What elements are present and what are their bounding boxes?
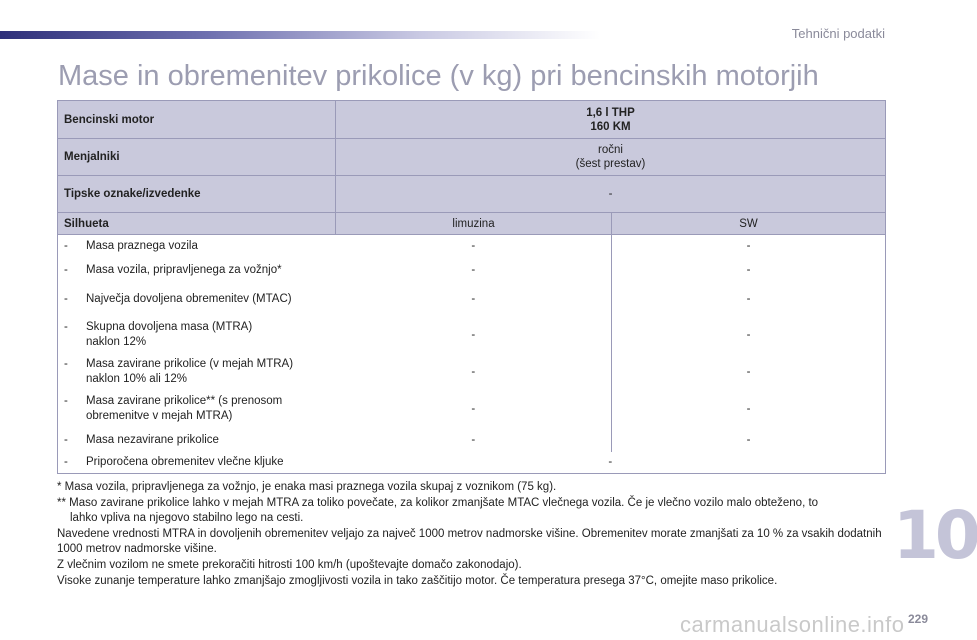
table-row: - Masa vozila, pripravljenega za vožnjo* - - [58,257,886,283]
watermark: carmanualsonline.info [680,612,905,637]
table-row: - Masa zavirane prikolice (v mejah MTRA) naklon 10% ali 12% - - [58,355,886,390]
table-row: - Masa nezavirane prikolice - - [58,428,886,452]
table-row: - Največja dovoljena obremenitev (MTAC) - - [58,283,886,315]
note-4: Z vlečnim vozilom ne smete prekoračiti hitrosti 100 km/h (upoštevajte domačo zakonodajo). [57,558,522,571]
chapter-number: 10 [893,497,977,574]
type-value: - [336,176,886,213]
note-5: Visoke zunanje temperature lahko zmanjšajo zmogljivosti vozila in tako zaščitijo motor. Če temperatura presega 37°C, omejite maso prikolice. [57,574,778,587]
engine-row [58,101,886,139]
note-1: * Masa vozila, pripravljenega za vožnjo, je enaka masi praznega vozila skupaj z voznikom (75 kg). [57,481,557,493]
table-row: - Skupna dovoljena masa (MTRA) naklon 12% - - [58,315,886,355]
note-2: ** Maso zavirane prikolice lahko v mejah MTRA za toliko povečate, za kolikor zmanjšate MTAC vlečnega vozila. Če je vlečno vozilo malo obteženo, to [57,496,819,509]
engine-line2: 160 KM [590,120,631,133]
section-title: Tehnični podatki [791,26,885,41]
header-gradient-bar [0,31,600,39]
mass-table [57,100,886,474]
table-row: - Priporočena obremenitev vlečne kljuke - [58,452,886,474]
engine-label: Bencinski motor [58,101,336,139]
engine-value [336,101,886,139]
body-row [58,213,886,235]
engine-line1: 1,6 l THP [586,106,635,119]
gearbox-row [58,139,886,176]
page-number: 229 [908,612,929,626]
page-title: Mase in obremenitev prikolice (v kg) pri bencinskih motorjih [58,60,819,92]
footnotes [57,480,887,589]
type-label: Tipske oznake/izvedenke [58,176,336,213]
gearbox-value [336,139,886,176]
table-row: - Masa praznega vozila - - [58,235,886,257]
note-3: Navedene vrednosti MTRA in dovoljenih obremenitev veljajo za največ 1000 metrov nadmorske višine. Obremenitev morate zmanjšati za 10 % za vsakih dodatnih 1000 metrov nadmorske višine. [57,527,882,556]
note-2-cont: lahko vpliva na njegovo stabilno lego na cesti. [70,512,304,525]
body-label: Silhueta [58,213,336,235]
table-row: - Masa zavirane prikolice** (s prenosom obremenitve v mejah MTRA) - - [58,390,886,428]
body-col-limuzina: limuzina [336,213,612,235]
body-col-sw: SW [612,213,886,235]
type-row [58,176,886,213]
gearbox-line1: ročni [598,144,623,156]
gearbox-line2: (šest prestav) [575,158,646,170]
mass-rows [58,235,886,474]
gearbox-label: Menjalniki [58,139,336,176]
